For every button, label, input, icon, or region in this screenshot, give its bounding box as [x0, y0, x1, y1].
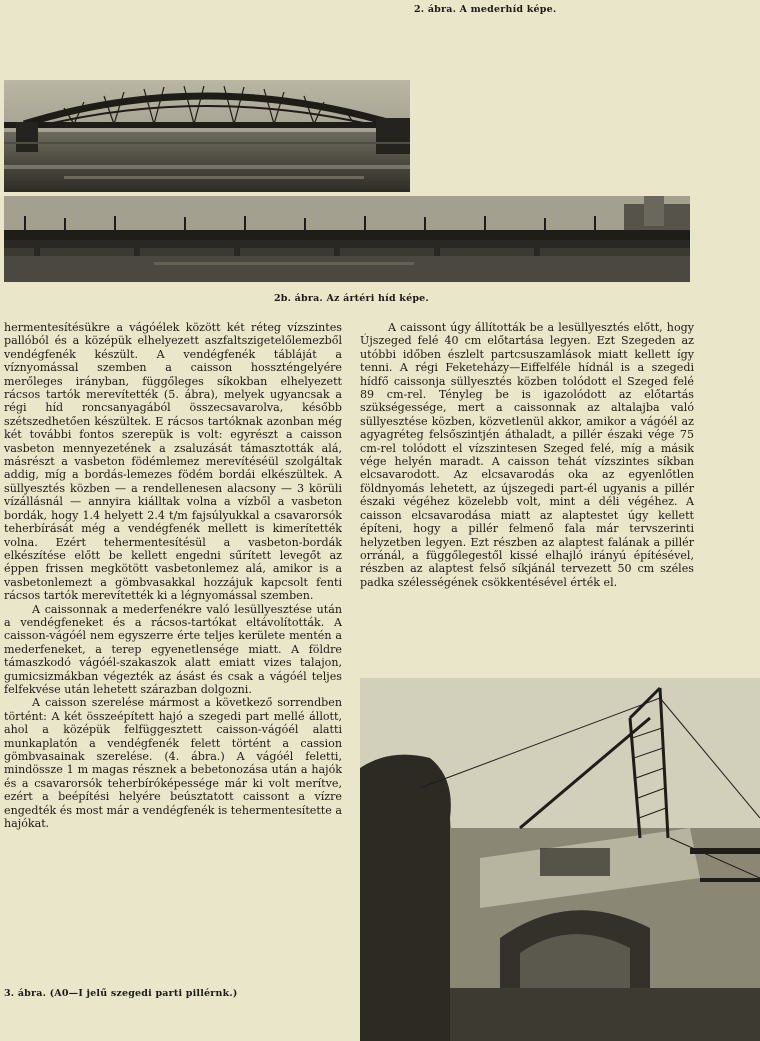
paragraph: A caissont úgy állították be a lesüllyesztés előtt, hogy Újszeged felé 40 cm előtartása legyen. Ezt Szegeden az utóbbi időben észlelt partcsuszamlások miatt kellett így tenni. A régi Feketeházy—Eiffelféle hídnál is a szegedi hídfő caissonja süllyesztés közben tolódott el Szeged felé 89 cm-rel. Tényleg be is igazolódott az előtartás szükségessége, mert a caissonnak az altalajba való süllyesztése közben, közvetlenül akkor, amikor a vágóél az agyagréteg felsőszintjén áthaladt, a pillér északi vége 75 cm-rel tolódott el vízszintesen Szeged felé, míg a másik vége helyén maradt. A caisson tehát vízszintes síkban elcsavarodott. Az elcsavarodás oka az egyenlőtlen földnyomás lehetett, az újszegedi part-él ugyanis a pillér északi végéhez közelebb volt, mint a déli végéhez. A caisson elcsavarodása miatt az alaptestet úgy kellett építeni, hogy a pillér felmenő fala már tervszerinti helyzetben legyen. Ezt részben az alaptest falának a pillér orránál, a függőlegestől kissé elhajló irányú építésével, részben az alaptest felső síkjánál tervezett 50 cm széles padka szélességének csökkentésével érték el. — [360, 321, 694, 589]
paragraph: A caissonnak a mederfenékre való lesüllyesztése után a vendégfeneket és a rácsos-tartókat eltávolították. A caisson-vágóél nem egyszerre érte teljes kerülete mentén a mederfeneket, a terep egyenetlensége miatt. A földre támaszkodó vágóél-szakaszok alatt emiatt vizes talajon, gumicsizmákban végezték az ásást és csak a vágóél teljes felfekvése után lehetett szárazban dolgozni. — [4, 602, 342, 696]
paragraph: A caisson szerelése mármost a következő sorrendben történt: A két összeépített hajó a szegedi part mellé állott, ahol a középük felfüggesztett caisson-vágóél alatti munkaplatón a vendégfenék felett történt a cassion gömbvasainak szerelése. (4. ábra.) A vágóél feletti, mindössze 1 m magas résznek a bebetonozása után a hajók és a csavarorsók teherbíróképessége már ki volt merítve, ezért a beépítési helyére beúsztatott caissont a vízre engedték és most már a vendégfenék is tehermentesítette a hajókat. — [4, 696, 342, 831]
arch-bridge-image — [4, 80, 410, 192]
paragraph: hermentesítésükre a vágóélek között két réteg vízszintes pallóból és a középük elhelyezett aszfaltszigetelőlemezből vendégfenék készült. A vendégfenék tábláját a víznyomással szemben a caisson hosszténgelyére merőleges irányban, függőleges síkokban elhelyezett rácsos tartók merevítették (5. ábra), melyek ugyancsak a régi híd roncsanyagából összecsavarolva, később szétszedhetően készültek. E rácsos tartóknak azonban még két további fontos szerepük is volt: egyrészt a caisson vasbeton mennyezetének a zsaluzását támasztották alá, másrészt a vasbeton födémlemez merevítéséül szolgáltak addig, míg a bordás-lemezes födém bordái elkészültek. A süllyesztés közben — a rendellenesen alacsony — 3 körüli vízállásnál — annyira kiálltak volna a vízből a vasbeton bordák, hogy 1.4 helyett 2.4 t/m fajsúlyukkal a csavarorsók teherbírását még a vendégfenék mellett is kimerítették volna. Ezért tehermentesítésül a vasbeton-bordák elkészítése előtt be kellett engedni sűrített levegőt az éppen frissen megkötött vasbetonlemez alá, amikor is a vasbetonlemezt a gömbvasakkal hozzájuk kapcsolt fenti rácsos tartók merevítették ki a légnyomással szemben. — [4, 321, 342, 603]
caisson-pier-image — [360, 678, 760, 1041]
right-text-column — [360, 321, 694, 589]
top-caption: 2. ábra. A mederhíd képe. — [414, 4, 557, 15]
fig2b-caption: 2b. ábra. Az ártéri híd képe. — [274, 293, 429, 304]
fig3-caption: 3. ábra. (A0—I jelű szegedi parti pillérnk.) — [4, 988, 238, 999]
left-text-column — [4, 321, 342, 830]
floodplain-bridge-image — [4, 196, 690, 282]
caisson-pier-photo — [360, 678, 760, 1041]
floodplain-bridge-photo — [4, 196, 690, 282]
arch-bridge-photo — [4, 80, 410, 192]
